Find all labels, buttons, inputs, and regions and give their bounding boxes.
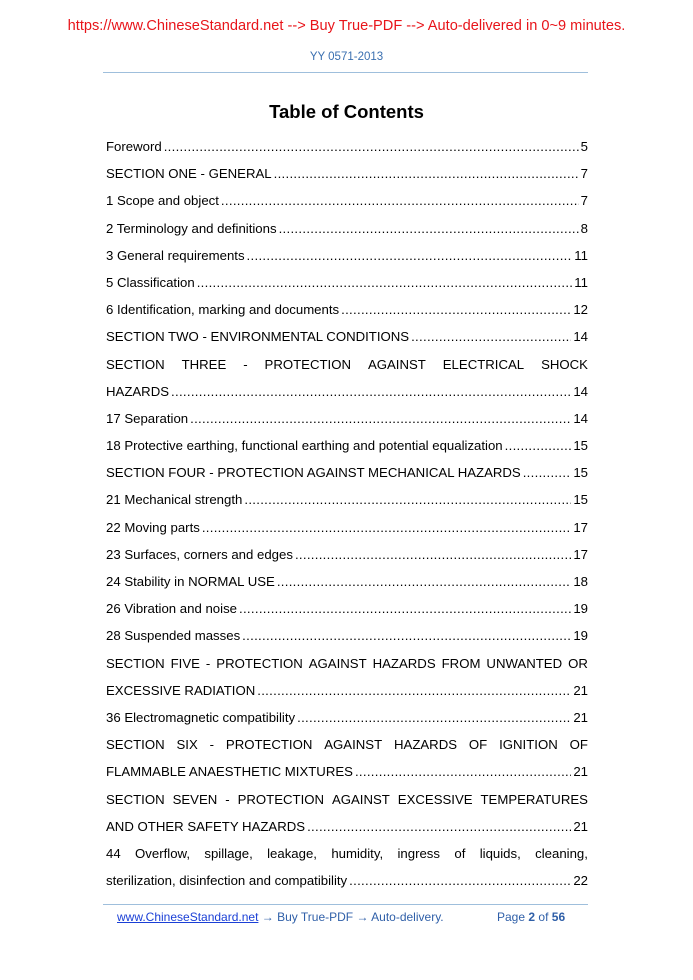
toc-word: THREE — [181, 356, 227, 372]
toc-entry-page: 21 — [573, 764, 588, 780]
toc-word: PROTECTION — [264, 356, 351, 372]
toc-word: OF — [569, 737, 588, 753]
toc-entry[interactable] — [106, 622, 588, 649]
toc-word: humidity, — [331, 845, 384, 861]
toc-entry-label: 17 Separation — [106, 410, 189, 426]
toc-entry[interactable] — [106, 323, 588, 350]
toc-word: Overflow, — [135, 845, 190, 861]
arrow-right-icon: → — [356, 910, 369, 924]
footer-divider — [103, 904, 588, 905]
toc-word: SECTION — [106, 655, 165, 671]
toc-entry-label: EXCESSIVE RADIATION — [106, 682, 256, 698]
toc-leader-dots — [349, 867, 571, 894]
toc-entry-first-line — [106, 731, 588, 758]
toc-entry-label: HAZARDS — [106, 383, 170, 399]
toc-entry[interactable] — [106, 160, 588, 187]
toc-entry[interactable] — [106, 378, 588, 405]
toc-word: ELECTRICAL — [442, 356, 525, 372]
toc-entry[interactable] — [106, 758, 588, 785]
toc-leader-dots — [295, 541, 571, 568]
toc-entry[interactable] — [106, 677, 588, 704]
header-divider — [103, 72, 588, 73]
toc-word: - — [225, 791, 230, 807]
toc-entry[interactable] — [106, 486, 588, 513]
toc-entry-first-line — [106, 786, 588, 813]
toc-entry-page: 11 — [574, 247, 588, 263]
toc-entry-page: 18 — [573, 574, 588, 589]
toc-word: PROTECTION — [237, 791, 325, 807]
toc-entry[interactable] — [106, 459, 588, 486]
source-banner: https://www.ChineseStandard.net --> Buy True-PDF --> Auto-delivered in 0~9 minutes. — [67, 18, 626, 34]
toc-entry-page: 21 — [573, 818, 588, 834]
toc-entry-page: 17 — [573, 546, 588, 562]
toc-word: - — [205, 655, 211, 671]
toc-word: SHOCK — [541, 356, 588, 372]
toc-entry[interactable] — [106, 514, 588, 541]
website-link[interactable]: www.ChineseStandard.net — [117, 910, 259, 924]
arrow-right-icon: → — [261, 910, 274, 924]
toc-entry-page: 11 — [574, 274, 588, 290]
toc-entry-page: 21 — [573, 682, 588, 698]
toc-word: AGAINST — [331, 791, 390, 807]
toc-entry-page: 14 — [573, 383, 588, 399]
toc-leader-dots — [279, 215, 579, 242]
toc-leader-dots — [244, 486, 571, 513]
toc-entry-label: 24 Stability in NORMAL USE — [106, 574, 275, 589]
toc-entry[interactable] — [106, 405, 588, 432]
toc-entry-page: 15 — [573, 438, 588, 454]
toc-word: HAZARDS — [394, 737, 458, 753]
table-of-contents — [106, 133, 588, 894]
toc-word: SECTION — [106, 791, 165, 807]
toc-entry-page: 5 — [580, 139, 588, 154]
toc-word: AGAINST — [367, 356, 426, 372]
toc-word: UNWANTED — [486, 655, 563, 671]
toc-entry-label: AND OTHER SAFETY HAZARDS — [106, 818, 306, 834]
toc-word: HAZARDS — [372, 655, 436, 671]
page-number: 2 — [528, 910, 536, 924]
toc-entry[interactable] — [106, 704, 588, 731]
toc-leader-dots — [247, 242, 573, 269]
auto-delivery-text: Auto-delivery. — [371, 910, 444, 924]
toc-entry[interactable] — [106, 133, 588, 160]
toc-word: cleaning, — [535, 845, 588, 861]
toc-entry-page: 21 — [573, 709, 588, 725]
toc-entry[interactable] — [106, 595, 588, 622]
toc-word: FROM — [441, 655, 481, 671]
toc-entry[interactable] — [106, 215, 588, 242]
toc-leader-dots — [242, 622, 571, 649]
toc-entry-label: 36 Electromagnetic compatibility — [106, 709, 296, 725]
toc-word: - — [209, 737, 215, 753]
page-indicator — [497, 910, 565, 924]
toc-entry-page: 15 — [573, 492, 588, 508]
toc-word: spillage, — [204, 845, 253, 861]
toc-leader-dots — [202, 514, 572, 541]
toc-entry-label: 28 Suspended masses — [106, 628, 241, 644]
toc-entry-label: sterilization, disinfection and compatibility — [106, 873, 348, 889]
toc-word: liquids, — [479, 845, 521, 861]
toc-leader-dots — [505, 432, 572, 459]
toc-leader-dots — [257, 677, 571, 704]
toc-leader-dots — [307, 813, 571, 840]
toc-word: OF — [468, 737, 488, 753]
toc-entry-label: 18 Protective earthing, functional earthing and potential equalization — [106, 438, 503, 454]
toc-leader-dots — [274, 160, 579, 187]
toc-entry-label: 3 General requirements — [106, 247, 245, 263]
toc-word: FIVE — [170, 655, 200, 671]
toc-word: SIX — [176, 737, 198, 753]
toc-entry[interactable] — [106, 813, 588, 840]
toc-entry[interactable] — [106, 568, 588, 595]
toc-leader-dots — [355, 758, 571, 785]
toc-leader-dots — [190, 405, 571, 432]
of-word: of — [538, 910, 549, 924]
toc-word: TEMPERATURES — [480, 791, 588, 807]
toc-leader-dots — [171, 378, 571, 405]
page-total: 56 — [551, 910, 566, 924]
toc-leader-dots — [523, 459, 572, 486]
page-word: Page — [497, 910, 526, 924]
toc-entry[interactable] — [106, 296, 588, 323]
toc-entry-page: 14 — [573, 329, 588, 345]
toc-leader-dots — [341, 296, 571, 323]
toc-entry-label: SECTION TWO - ENVIRONMENTAL CONDITIONS — [106, 329, 410, 345]
toc-entry-page: 7 — [580, 166, 588, 182]
toc-entry-first-line — [106, 351, 588, 378]
toc-entry-label: SECTION FOUR - PROTECTION AGAINST MECHANICAL HAZARDS — [106, 465, 521, 481]
toc-entry-label: 26 Vibration and noise — [106, 601, 237, 617]
toc-word: 44 — [106, 845, 121, 861]
toc-entry[interactable] — [106, 432, 588, 459]
toc-entry-page: 19 — [573, 628, 588, 644]
toc-entry-page: 14 — [573, 410, 588, 426]
toc-leader-dots — [221, 187, 579, 214]
toc-entry-label: 22 Moving parts — [106, 519, 200, 535]
toc-leader-dots — [197, 269, 573, 296]
toc-word: - — [243, 356, 248, 372]
toc-entry-page: 15 — [573, 465, 588, 481]
toc-word: IGNITION — [499, 737, 558, 753]
toc-word: ingress — [397, 845, 440, 861]
toc-entry-label: FLAMMABLE ANAESTHETIC MIXTURES — [106, 764, 353, 780]
toc-word: PROTECTION — [225, 737, 313, 753]
toc-entry[interactable] — [106, 242, 588, 269]
toc-word: AGAINST — [324, 737, 383, 753]
toc-entry[interactable] — [106, 187, 588, 214]
toc-entry-label: 21 Mechanical strength — [106, 492, 243, 508]
toc-word: SEVEN — [172, 791, 218, 807]
toc-word: leakage, — [267, 845, 317, 861]
toc-entry-label: Foreword — [106, 139, 162, 154]
toc-entry[interactable] — [106, 867, 588, 894]
toc-leader-dots — [297, 704, 571, 731]
document-code: YY 0571-2013 — [309, 51, 384, 63]
toc-word: PROTECTION — [216, 655, 303, 671]
toc-entry-label: SECTION ONE - GENERAL — [106, 166, 272, 182]
toc-word: AGAINST — [308, 655, 367, 671]
toc-entry-page: 22 — [573, 873, 588, 889]
toc-leader-dots — [164, 133, 579, 160]
toc-entry-label: 23 Surfaces, corners and edges — [106, 546, 293, 562]
toc-word: SECTION — [106, 737, 165, 753]
toc-entry-page: 17 — [573, 519, 588, 535]
toc-word: of — [454, 845, 466, 861]
toc-entry-label: 6 Identification, marking and documents — [106, 302, 340, 318]
toc-entry-label: 2 Terminology and definitions — [106, 220, 277, 236]
toc-entry-label: 1 Scope and object — [106, 193, 219, 209]
toc-entry-page: 7 — [580, 193, 588, 209]
toc-entry-label: 5 Classification — [106, 274, 195, 290]
buy-link-text: Buy True-PDF — [277, 910, 354, 924]
page-footer — [117, 910, 587, 924]
toc-entry-page: 8 — [580, 220, 588, 236]
toc-leader-dots — [411, 323, 571, 350]
toc-entry-first-line — [106, 840, 588, 867]
toc-leader-dots — [277, 568, 572, 595]
toc-word: EXCESSIVE — [397, 791, 473, 807]
toc-entry[interactable] — [106, 269, 588, 296]
page-title: Table of Contents — [269, 101, 424, 122]
toc-entry-page: 12 — [573, 302, 588, 318]
toc-word: OR — [568, 655, 588, 671]
toc-word: SECTION — [106, 356, 165, 372]
toc-leader-dots — [239, 595, 571, 622]
toc-entry-first-line — [106, 650, 588, 677]
toc-entry-page: 19 — [573, 601, 588, 617]
toc-entry[interactable] — [106, 541, 588, 568]
